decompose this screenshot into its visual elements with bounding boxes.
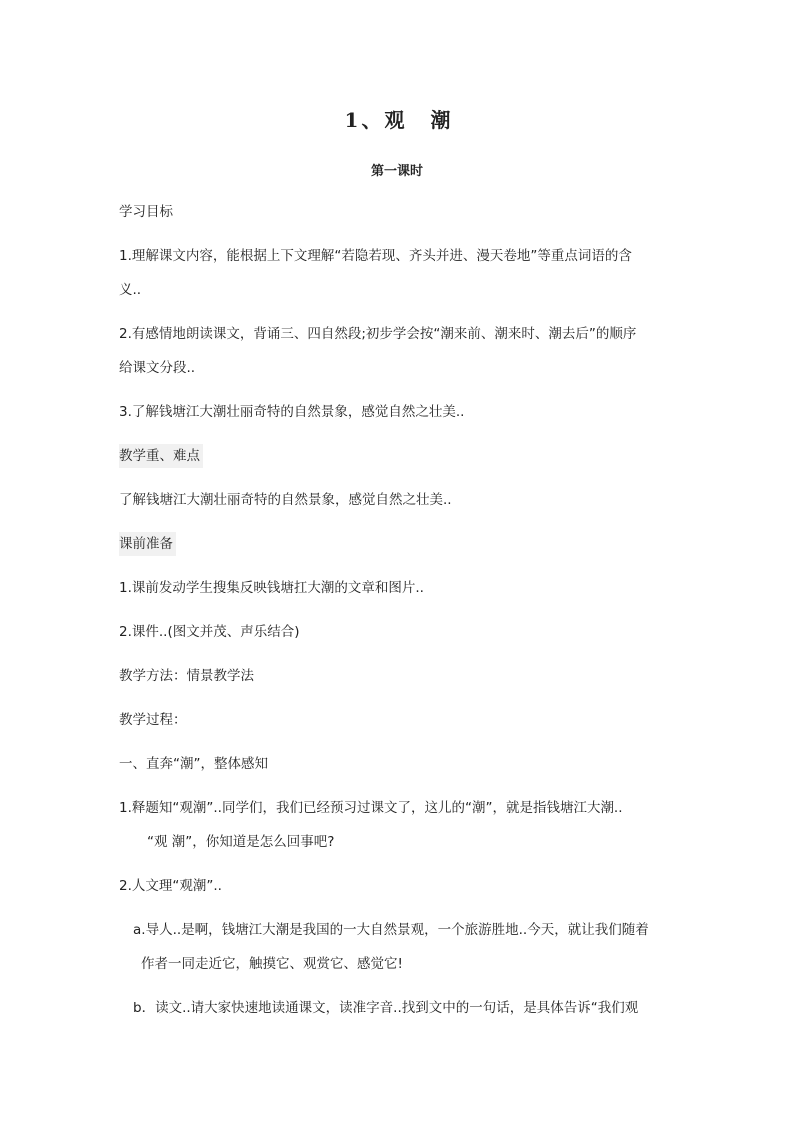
lesson-title: 1、观 潮 (344, 108, 454, 132)
process-part-1: 一、直奔“潮”，整体感知 (119, 756, 268, 772)
document-body (119, 200, 679, 1020)
preparation-1: 1.课前发动学生搜集反映钱塘扛大潮的文章和图片.. (119, 580, 424, 596)
process-step-1: 1.释题知“观潮”..同学们，我们已经预习过课文了，这儿的“潮”，就是指钱塘江大潮.. (119, 800, 623, 816)
process-step-2: 2.人文理“观潮”.. (119, 878, 222, 894)
highlighted-heading: 教学重、难点 (119, 444, 203, 468)
highlighted-heading: 课前准备 (119, 532, 176, 556)
focus-text: 了解钱塘江大潮壮丽奇特的自然景象，感觉自然之壮美.. (119, 492, 452, 508)
section-heading-focus (119, 444, 679, 468)
teaching-process-heading: 教学过程： (119, 712, 187, 728)
process-step-2a-continued: 作者一同走近它，触摸它、观赏它、感觉它! (141, 956, 403, 972)
objective-1: 1.理解课文内容，能根据上下文理解“若隐若现、齐头并进、漫天卷地”等重点词语的含 (119, 248, 632, 264)
process-step-2a: a.导人..是啊，钱塘江大潮是我国的一大自然景观，一个旅游胜地..今天，就让我们随着 (133, 922, 649, 938)
process-step-2b: b．读文..请大家快速地读通课文，读准字音..找到文中的一句话，是具体告诉“我们观 (133, 1000, 639, 1016)
objective-3: 3.了解钱塘江大潮壮丽奇特的自然景象，感觉自然之壮美.. (119, 404, 465, 420)
section-heading-preparation (119, 532, 679, 556)
teaching-method: 教学方法：情景教学法 (119, 668, 254, 684)
lesson-subtitle: 第一课时 (370, 164, 423, 179)
objective-2: 2.有感情地朗读课文，背诵三、四自然段;初步学会按“潮来前、潮来时、潮去后”的顺序 (119, 326, 637, 342)
preparation-2: 2.课件..(图文并茂、声乐结合) (119, 624, 300, 640)
objective-1-continued: 义.. (119, 282, 142, 298)
section-heading-objectives: 学习目标 (119, 204, 173, 220)
objective-2-continued: 给课文分段.. (119, 360, 196, 376)
process-step-1-continued: “观 潮”，你知道是怎么回事吧? (147, 834, 335, 850)
